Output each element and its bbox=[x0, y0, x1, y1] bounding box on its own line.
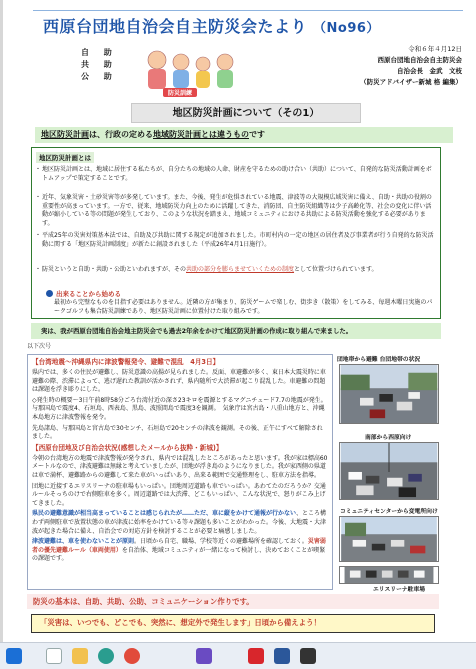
lead-part: 地域防災計画とは違うもの bbox=[153, 130, 249, 139]
chrome-icon[interactable] bbox=[124, 648, 140, 664]
closing-statement: 実は、我が西原台団地自治会地主防災会でも過去2年余をかけて地区防災計画の作成に取り組んで来ました。 bbox=[31, 323, 441, 339]
lead-part: 地区防災計画 bbox=[41, 130, 89, 139]
word-icon[interactable] bbox=[274, 648, 290, 664]
parking-photo bbox=[339, 566, 439, 584]
news-heading: 【西原台団地及び自治会状況(感想したメールから抜粋・新城)】 bbox=[32, 443, 223, 452]
motto-line: 共 助 bbox=[81, 60, 118, 69]
news-emphasis: 津波避難は、車を使わないことが原則 bbox=[32, 538, 135, 546]
motto bbox=[81, 47, 118, 83]
organization-name: 西原台団地自治会自主防災会 bbox=[377, 56, 462, 64]
motto-line: 自 助 bbox=[81, 48, 118, 57]
title-text: 西原台団地自治会自主防災会たより bbox=[43, 17, 308, 36]
plan-bullet: ・ 平成25年の災害対策基本法では、自助及び共助に関する規定が追加されました。市町村内の一定の地区の居住者及び事業者が行う自発的な防災活動に関する「地区防災計画制度」が新たに創設されました（平成26年4月1日施行）。 bbox=[42, 232, 434, 249]
plan-bullet: ・ 近年、気象災害・土砂災害等が多発しています。また、今後、発生が危惧されている地震、津波等の大規模広域災害に備え、自助・共助の役割の重要性が高まっています。一方で、従来、地域防災力向上のために活躍してきた、消防団、自主防災組織等は少子高齢化等、社会の変化に伴い活動が縮小している等の問題が発生しており、このような状況を踏まえ、地域コミュニティにおける共助による防災活動を強化する必要があります。 bbox=[42, 194, 434, 228]
photos-icon[interactable] bbox=[300, 648, 316, 664]
windows-start-icon[interactable] bbox=[6, 648, 22, 664]
bullet-part: として位置づけられています。 bbox=[294, 266, 378, 273]
news-text: 、ところ構わず両側駐車で放置状態の車が津波に始率をかけている等々課題も多いことがわかった。今後、大地震・大津波が起きた場合に備え、自治会での対応方針を検討することが必要と痛感しました。 bbox=[32, 510, 327, 535]
news-paragraph: 団地に近接するエリスリーナの駐車場もいっぱい。団地周辺道路も車でいっぱい。あわてたのだろうか？交通ルールそっちのけで右側駐車を多く。周辺道路では大渋滞、どこもいっぱい、こんな状況で、怒りがこみ上げてきました。 bbox=[32, 482, 326, 507]
news-text: を自治体、地域コミュニティが一緒になって検討し、決めておくことが喫緊の課題です。 bbox=[32, 546, 326, 563]
photo-caption: 団地帯から避難 台団地帯の状況 bbox=[337, 357, 421, 363]
chair-name: 自治会長 金武 文枝 bbox=[397, 67, 462, 75]
family-illustration-icon bbox=[137, 42, 243, 98]
section-title: 地区防災計画について（その1） bbox=[131, 103, 361, 123]
lead-part: は、行政の定める bbox=[89, 130, 153, 139]
search-icon[interactable] bbox=[46, 648, 62, 664]
issue-number: （No96） bbox=[313, 21, 380, 36]
news-emphasis: 県民の避難意識が相当高まっていることは感じられたが……ただ、車に縦をかけて通報が行かない bbox=[32, 510, 297, 518]
plan-bullet bbox=[42, 266, 434, 275]
lead-part: です bbox=[249, 130, 265, 139]
badge-text: 防災訓練 bbox=[167, 90, 193, 97]
earthquake-news-column bbox=[27, 354, 333, 590]
publisher-info bbox=[360, 44, 462, 88]
bullet-circle-icon bbox=[46, 290, 53, 297]
plan-definition-box bbox=[31, 147, 441, 319]
photo-caption: 南部から西原向け bbox=[365, 435, 412, 441]
edge-icon[interactable] bbox=[98, 648, 114, 664]
editor-credit: （防災アドバイザー新城 格 編集） bbox=[360, 78, 462, 86]
folder-icon[interactable] bbox=[72, 648, 88, 664]
traffic-photo-2 bbox=[339, 442, 439, 500]
motto-line: 公 助 bbox=[81, 72, 118, 81]
plan-bullet: ・ 地区防災計画とは、地域に居住する私たちが、自分たちの地域の人命、財産を守るための助け合い（共助）について、自発的な防災活動計画をボトムアップで策定することです。 bbox=[42, 166, 434, 183]
newsletter-title bbox=[43, 14, 380, 37]
start-small-heading bbox=[46, 289, 121, 298]
news-heading: 【台湾地震～沖縄県内に津波警報発令、避難で混乱 4月3日】 bbox=[32, 358, 220, 366]
bullet-highlight: 共助の部分を膨らませていくための制度 bbox=[186, 266, 295, 273]
news-paragraph: 先島諸島、与那国島と宮古島で30センチ、石垣島で20センチの津波を観測。その後、正午にすべて解除されました。 bbox=[32, 424, 323, 441]
continued-note: 以下次号 bbox=[27, 343, 52, 350]
bullet-part: 防災というと自助・共助・公助といわれますが、その bbox=[42, 266, 187, 273]
app-icon[interactable] bbox=[196, 648, 212, 664]
lead-statement bbox=[35, 127, 453, 143]
start-small-text: 最初から完璧なものを目指す必要はありません。近隣の方が集まり、防災ゲームで楽しむ、街歩き（散策）をしてみる、毎週木曜日実施のパークゴルフも集合防災訓練であり、地区防災計画に位置付けた取り組みです。 bbox=[54, 299, 433, 315]
disaster-slogan: 「災害は、いつでも、どこでも、突然に、想定外で発生します」日頃から備えよう！ bbox=[31, 614, 435, 633]
header-rule bbox=[33, 10, 463, 11]
traffic-photo-1 bbox=[339, 364, 439, 424]
acrobat-icon[interactable] bbox=[248, 648, 264, 664]
sub-heading-text: 出来ることから始める bbox=[56, 290, 121, 298]
news-paragraph bbox=[32, 538, 328, 564]
news-paragraph: 県内では、多くの住民が避難し、防災意識の高揚が見られました。反面、車避難が多く、東日本大震災時に車避難の際、渋滞によって、逃げ遅れた教訓が活かされず、県内随所で大渋滞が起こり混乱した。車避難の問題は課題を浮き彫りにした。 bbox=[32, 369, 326, 394]
news-text: 。日頃から自宅、職場、学校等近くの避難場所を確認しておく。 bbox=[134, 538, 308, 546]
photo-caption: エリスリーナ駐車場 bbox=[373, 587, 426, 593]
news-emphasis: 災害弱者の優先避難ルール（車両使用） bbox=[32, 538, 326, 554]
issue-date: 令和６年４月12日 bbox=[408, 45, 462, 53]
news-paragraph bbox=[32, 510, 328, 536]
traffic-photo-3 bbox=[339, 516, 439, 562]
news-paragraph: ◇発生時の概要～3日午前8時58分ごろ台湾付近の深さ23キロを震源とするマグニチュード7.7の地震が発生。与那国島で震度4、石垣島、西表島、黒島、波照間島で震度3を観測。 気象庁は宮古島・八重山地方と、沖縄本島地方に津波警報を発令。 bbox=[32, 396, 327, 421]
news-paragraph: 今朝の台湾地方の地震で津波警報が発令され、県内では混乱したところがあったと思います。我が家は標高60メートルなので、津波避難は無縁と考えていましたが、団地が浮き島のようになりました。我が家西側の県道は車で満杯、避難路からの避難して来た車がいっぱいあり、出来る範囲で交通整理をし、駐車方法を指導。 bbox=[32, 454, 328, 479]
plan-caption: 地区防災計画とは bbox=[36, 152, 94, 163]
photo-caption: コミュニティセンターから変電所向け bbox=[340, 509, 438, 515]
basics-note: 防災の基本は、自助、共助、公助、コミュニケーション作りです。 bbox=[27, 594, 439, 609]
